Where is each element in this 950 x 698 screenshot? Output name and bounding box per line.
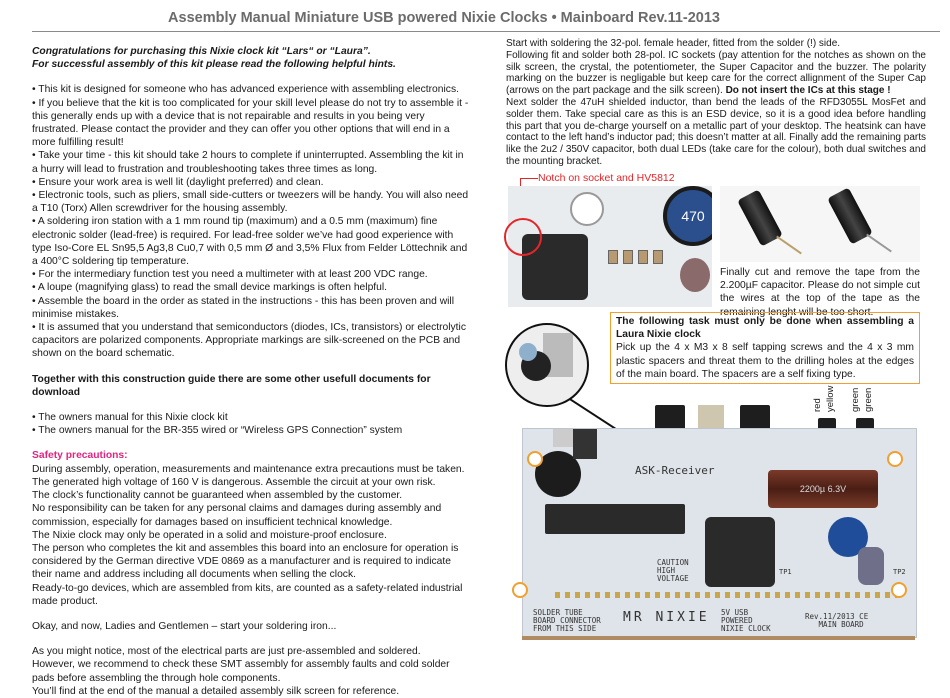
led-label: yellow (825, 385, 836, 412)
safety-heading: Safety precautions: (32, 450, 128, 462)
audio-jack (573, 429, 597, 459)
safety-item: The clock’s functionality cannot be guaranteed when assembled by the customer. (32, 490, 403, 502)
capacitor-2200uf: 2200µ 6.3V (768, 470, 878, 508)
capacitor-cut (827, 187, 873, 244)
silk-product: 5V USB POWERED NIXIE CLOCK (721, 608, 771, 633)
smd-part (608, 250, 618, 264)
smd-part (623, 250, 633, 264)
warning-text: Do not insert the ICs at this stage ! (725, 85, 891, 97)
silk-brand: MR NIXIE (623, 610, 710, 625)
usb-connector (553, 429, 575, 447)
plcc-socket (705, 517, 775, 587)
hint-item: • A soldering iron station with a 1 mm round tip (maximum) and a 0.5 mm (maximum) fine electronic solder (lead-free) is required. For lead-free solder we’ve had good experience with type Iso-Core EL Sn95,5 Ag3,8 Cu0,7 with 0,5 mm Ø and 3,5% Flux from Felder Löttechnik and a 400°C soldering tip temperature. (32, 216, 468, 268)
screw-head (519, 343, 537, 361)
safety-item: The person who completes the kit and assembles this board into an enclosure for operation is considered by the German directive VDE 0869 as a manufacturer and is required to indicate their name and address including all documents when selling the clock. (32, 542, 459, 581)
intro-line: Congratulations for purchasing this Nixie clock kit “Lars“ or “Laura”. (32, 46, 371, 57)
hint-item: • Take your time - this kit should take 2 hours to complete if uninterrupted. Assembling the kit in a hurry will lead to frustration and troubleshooting takes three times as long. (32, 150, 464, 175)
smd-part (638, 250, 648, 264)
mounting-hole (527, 451, 543, 467)
step-text: Next solder the 47uH shielded inductor, than bend the leads of the RFD3055L MosFet and solder them. Take special care as this is an ESD device, so it is a good idea before handling this part that you de-charge yourself on a metallic part of your desktop. The heatsink can have contact to the left hand’s inductor pad; this doesn’t matter at all. Finally add the remaining parts like the 2u2 / 350V capacitor, both dual LEDs (take care for the colour), both dual switches and the mounting bracket. (506, 96, 926, 167)
hint-item: • For the intermediary function test you need a multimeter with at least 200 VDC range. (32, 269, 428, 281)
potentiometer (570, 192, 604, 226)
hint-item: • Ensure your work area is well lit (daylight preferred) and clean. (32, 176, 324, 188)
capacitor-taped (737, 189, 783, 246)
hint-item: • It is assumed that you understand that semiconductors (diodes, ICs, transistors) or electrolytic capacitors are polarized components. Appropriate markings are silk-screened on the PCB and shown on the board schematic. (32, 322, 466, 360)
mounting-hole (891, 582, 907, 598)
laura-note-text: Pick up the 4 x M3 x 8 self tapping screws and the 4 x 3 mm plastic spacers and threat them to the drilling holes at the edges of the main board. The spacers are a self fixing type. (616, 342, 914, 380)
capacitor-tape-photo (720, 186, 920, 262)
silk-revision: Rev.11/2013 CE MAIN BOARD (805, 612, 869, 629)
notch-highlight-circle (504, 218, 542, 256)
smt-line: As you might notice, most of the electrical parts are just pre-assembled and soldered. (32, 646, 421, 658)
mounting-hole (512, 582, 528, 598)
left-column (32, 45, 470, 698)
screw-spacer-detail-photo (505, 323, 589, 407)
smt-line: However, we recommend to check these SMT assembly for assembly faults and cold solder pads before assembling the through hole components. (32, 659, 450, 684)
safety-item: Ready-to-go devices, which are assembled from kits, are counted as a safety-related industrial made product. (32, 582, 463, 607)
smt-line: You’ll find at the end of the manual a detailed assembly silk screen for reference. (32, 685, 400, 697)
smd-part (653, 250, 663, 264)
silk-connector: SOLDER TUBE BOARD CONNECTOR FROM THIS SIDE (533, 608, 601, 633)
capacitor (680, 258, 710, 292)
inductor: 470 (663, 186, 712, 246)
led-label: red (812, 398, 823, 412)
capacitor-lead (866, 234, 892, 253)
header-rule (32, 31, 940, 32)
notch-pointer-line (520, 178, 538, 179)
doc-item: • The owners manual for the BR-355 wired or “Wireless GPS Connection” system (32, 425, 403, 437)
hint-item: • A loupe (magnifying glass) to read the small device markings is often helpful. (32, 282, 388, 294)
hint-item: • Electronic tools, such as pliers, small side-cutters or tweezers will be handy. You will also need a T10 (Torx) Allen screwdriver for the housing assembly. (32, 190, 469, 215)
safety-item: During assembly, operation, measurements and maintenance extra precautions must be taken. The generated high voltage of 160 V is dangerous. Assemble the circuit at your own risk. (32, 463, 465, 488)
step-text: Start with soldering the 32-pol. female header, fitted from the solder (!) side. (506, 38, 841, 49)
intro-line: For successful assembly of this kit please read the following helpful hints. (32, 59, 396, 71)
right-column (506, 38, 926, 168)
notch-label: Notch on socket and HV5812 (538, 172, 675, 184)
silk-receiver: ASK-Receiver (635, 464, 715, 477)
silk-tp1: TP1 (779, 568, 792, 576)
docs-heading: Together with this construction guide there are some other usefull documents for download (32, 373, 431, 398)
main-board-photo (522, 428, 917, 638)
capacitor-lead (776, 236, 802, 255)
silk-caution: CAUTION HIGH VOLTAGE (657, 558, 689, 583)
step-text-part: Following fit and solder both 28-pol. IC sockets (pay attention for the notches as shown on the silk screen, the crystal, the potentiometer, the Super Capacitor and the buzzer. The polarity marking on the buzzer is negligable but keep care for the correct allignment of the Super Cap (arrows on the part package and the silk screen). (506, 49, 926, 97)
laura-note-heading: The following task must only be done when assembling a Laura Nixie clock (616, 316, 914, 341)
safety-item: The Nixie clock may only be operated in a solid and moisture-proof enclosure. (32, 529, 387, 541)
page-title: Assembly Manual Miniature USB powered Nixie Clocks • Mainboard Rev.11-2013 (168, 10, 720, 26)
tube-connector-pins (555, 592, 905, 598)
step-text (506, 50, 926, 97)
led-label: green (863, 387, 874, 412)
led-label: green (850, 387, 861, 412)
board-edge (522, 636, 915, 640)
doc-item: • The owners manual for this Nixie clock kit (32, 412, 228, 424)
ic-28pin (545, 504, 685, 534)
hint-item: • Assemble the board in the order as stated in the instructions - this has been proven and will minimise mistakes. (32, 295, 455, 320)
hint-item: • If you believe that the kit is too complicated for your skill level please do not try to assemble it - this generally ends up with a device that is not repairable and results in you being very frustrated. Please contact the provider and they can offer you other options that will end in a more fulfilling result! (32, 97, 469, 149)
mounting-hole (887, 451, 903, 467)
laura-note-box (610, 312, 920, 384)
okay-line: Okay, and now, Ladies and Gentlemen – start your soldering iron... (32, 620, 337, 632)
capacitor-caption: Finally cut and remove the tape from the 2.200µF capacitor. Please do not simple cut the wires at the top of the tape as the remaining lenght will be too short. (720, 267, 920, 318)
safety-item: No responsibility can be taken for any personal claims and damages during assembly and commission, especially for damages based on insufficient technical knowledge. (32, 503, 442, 528)
capacitor (858, 547, 884, 585)
hint-item: • This kit is designed for someone who has advanced experience with assembling electronics. (32, 84, 459, 96)
silk-tp2: TP2 (893, 568, 906, 576)
